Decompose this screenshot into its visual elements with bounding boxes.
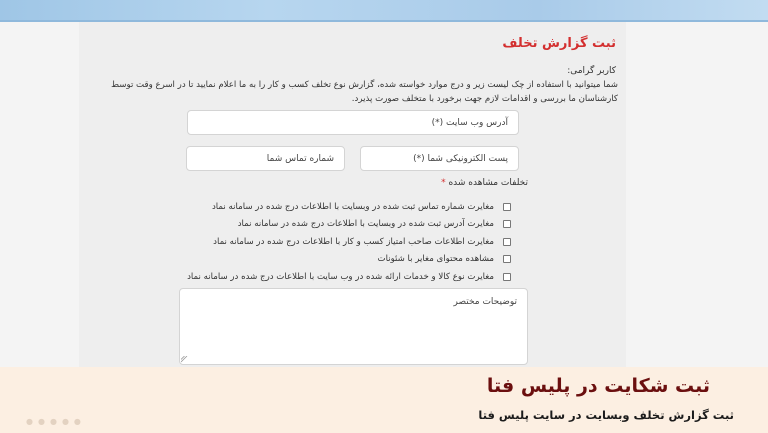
form-title: ثبت گزارش تخلف bbox=[502, 36, 616, 51]
description-placeholder: توضیحات مختصر bbox=[453, 297, 517, 307]
decorative-dots-icon: ●●●●● bbox=[26, 417, 86, 426]
site-header-band bbox=[0, 0, 768, 22]
violation-option-label: مغایرت نوع کالا و خدمات ارائه شده در وب سایت با اطلاعات درج شده در سامانه نماد bbox=[187, 271, 494, 282]
website-url-placeholder: آدرس وب سایت (*) bbox=[431, 117, 508, 128]
violation-option-label: مغایرت آدرس ثبت شده در وبسایت با اطلاعات درج شده در سامانه نماد bbox=[237, 219, 494, 230]
violations-label bbox=[441, 178, 528, 188]
website-url-input[interactable] bbox=[187, 110, 519, 135]
violation-option[interactable] bbox=[187, 251, 511, 269]
violation-option[interactable] bbox=[187, 216, 511, 234]
email-placeholder: پست الکترونیکی شما (*) bbox=[413, 153, 508, 164]
required-asterisk: * bbox=[441, 178, 446, 188]
banner-title: ثبت شکایت در پلیس فتا bbox=[486, 375, 710, 397]
violation-option-label: مغایرت شماره تماس ثبت شده در وبسایت با اطلاعات درج شده در سامانه نماد bbox=[211, 201, 494, 212]
report-form-panel bbox=[79, 22, 626, 367]
banner-subtitle: ثبت گزارش تخلف وبسایت در سایت پلیس فتا bbox=[478, 408, 734, 422]
phone-placeholder: شماره تماس شما bbox=[266, 153, 334, 164]
checkbox[interactable] bbox=[503, 255, 511, 263]
article-banner bbox=[0, 367, 768, 433]
violation-option-label: مغایرت اطلاعات صاحب امتیاز کسب و کار با اطلاعات درج شده در سامانه نماد bbox=[213, 236, 494, 247]
violation-option[interactable] bbox=[187, 268, 511, 286]
checkbox[interactable] bbox=[503, 220, 511, 228]
violation-option-label: مشاهده محتوای مغایر با شئونات bbox=[377, 254, 494, 265]
resize-handle-icon[interactable] bbox=[181, 356, 188, 363]
checkbox[interactable] bbox=[503, 273, 511, 281]
violation-option[interactable] bbox=[187, 233, 511, 251]
checkbox[interactable] bbox=[503, 238, 511, 246]
description-textarea[interactable] bbox=[179, 288, 528, 365]
page-margin-right bbox=[626, 22, 768, 367]
greeting-text: کاربر گرامی: bbox=[567, 66, 616, 76]
page-margin-left bbox=[0, 22, 79, 367]
violation-option[interactable] bbox=[187, 198, 511, 216]
checkbox[interactable] bbox=[503, 203, 511, 211]
phone-input[interactable] bbox=[186, 146, 345, 171]
email-input[interactable] bbox=[360, 146, 519, 171]
violations-label-text: تخلفات مشاهده شده bbox=[448, 178, 528, 188]
intro-text: شما میتوانید با استفاده از چک لیست زیر و درج موارد خواسته شده، گزارش نوع تخلف کسب و کار را به ما اعلام نمایید تا در اسرع وقت توسط کارشناسان ما بررسی و اقدامات لازم جهت برخورد با متخلف صورت پذیرد. bbox=[111, 80, 618, 104]
violations-checklist bbox=[187, 198, 511, 286]
